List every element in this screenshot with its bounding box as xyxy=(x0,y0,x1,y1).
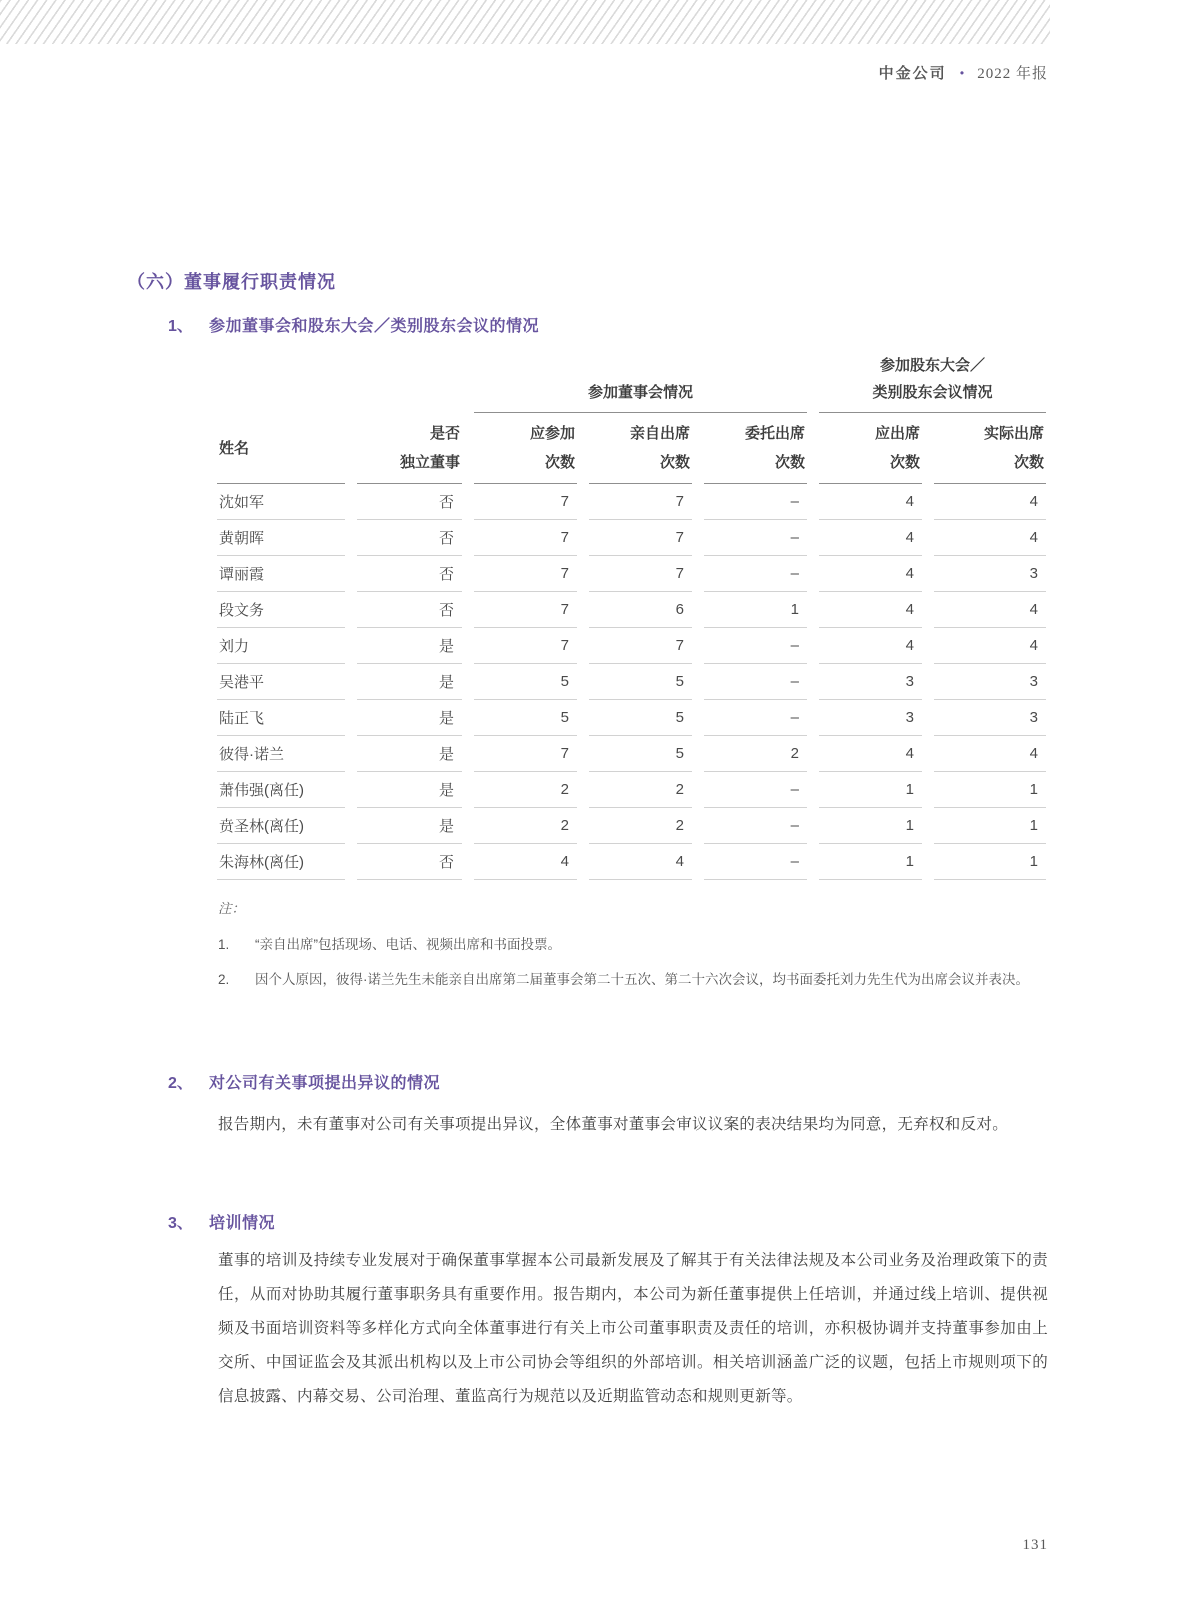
col-header-shareholder-actual-line2: 次数 xyxy=(1013,454,1044,471)
note-item xyxy=(218,968,1048,992)
cell-board-proxy: – xyxy=(704,844,807,880)
section-title: （六）董事履行职责情况 xyxy=(127,272,336,292)
col-header-shareholder-required-line1: 应出席 xyxy=(874,425,920,442)
board-attendance-group-header: 参加董事会情况 xyxy=(474,352,807,413)
column-header-row xyxy=(217,413,1046,484)
col-header-board-in-person-line2: 次数 xyxy=(659,454,690,471)
group-header-spacer xyxy=(217,352,462,413)
shareholder-attendance-group-header xyxy=(819,352,1046,413)
cell-shareholder-required: 4 xyxy=(819,484,922,520)
col-header-independent-line2: 独立董事 xyxy=(399,454,460,471)
cell-shareholder-actual: 3 xyxy=(934,700,1046,736)
col-header-shareholder-actual xyxy=(934,413,1046,484)
cell-shareholder-required: 1 xyxy=(819,808,922,844)
cell-board-required: 7 xyxy=(474,736,577,772)
cell-is-independent: 否 xyxy=(357,844,462,880)
note-number: 2. xyxy=(218,972,230,987)
cell-shareholder-required: 4 xyxy=(819,592,922,628)
cell-board-required: 7 xyxy=(474,628,577,664)
cell-board-in-person: 2 xyxy=(589,772,692,808)
cell-board-required: 7 xyxy=(474,520,577,556)
cell-board-required: 5 xyxy=(474,664,577,700)
cell-shareholder-required: 3 xyxy=(819,700,922,736)
cell-shareholder-actual: 3 xyxy=(934,556,1046,592)
page-number: 131 xyxy=(1022,1537,1048,1553)
cell-board-proxy: – xyxy=(704,520,807,556)
shareholder-group-line2: 类别股东会议情况 xyxy=(872,384,993,401)
cell-director-name: 萧伟强(离任) xyxy=(217,772,345,808)
cell-board-in-person: 5 xyxy=(589,664,692,700)
note-text: 因个人原因，彼得·诺兰先生未能亲自出席第二届董事会第二十五次、第二十六次会议，均书面委托刘力先生代为出席会议并表决。 xyxy=(255,972,1029,987)
cell-is-independent: 否 xyxy=(357,556,462,592)
cell-board-in-person: 7 xyxy=(589,628,692,664)
attendance-table-body xyxy=(217,484,1046,880)
cell-shareholder-actual: 4 xyxy=(934,520,1046,556)
cell-director-name: 刘力 xyxy=(217,628,345,664)
group-header-row xyxy=(217,352,1046,413)
cell-shareholder-required: 1 xyxy=(819,844,922,880)
subsection-3-number: 3、 xyxy=(168,1215,193,1232)
cell-board-proxy: – xyxy=(704,772,807,808)
cell-board-required: 5 xyxy=(474,700,577,736)
cell-is-independent: 是 xyxy=(357,808,462,844)
cell-director-name: 黄朝晖 xyxy=(217,520,345,556)
shareholder-group-line1: 参加股东大会／ xyxy=(879,357,985,374)
top-hatch-decoration xyxy=(0,0,1050,44)
cell-shareholder-actual: 4 xyxy=(934,736,1046,772)
table-row xyxy=(217,520,1046,556)
cell-is-independent: 是 xyxy=(357,700,462,736)
cell-shareholder-required: 4 xyxy=(819,736,922,772)
cell-director-name: 朱海林(离任) xyxy=(217,844,345,880)
subsection-2-title: 对公司有关事项提出异议的情况 xyxy=(209,1075,441,1092)
notes-list xyxy=(218,933,1048,992)
subsection-2-paragraph: 报告期内，未有董事对公司有关事项提出异议，全体董事对董事会审议议案的表决结果均为同意，无弃权和反对。 xyxy=(218,1116,1009,1133)
company-name: 中金公司 xyxy=(878,65,947,82)
subsection-2-number: 2、 xyxy=(168,1075,193,1092)
cell-shareholder-required: 4 xyxy=(819,520,922,556)
col-header-independent xyxy=(357,413,462,484)
cell-is-independent: 是 xyxy=(357,772,462,808)
cell-shareholder-required: 4 xyxy=(819,628,922,664)
cell-board-required: 7 xyxy=(474,592,577,628)
cell-board-required: 7 xyxy=(474,556,577,592)
col-header-independent-line1: 是否 xyxy=(429,425,460,442)
cell-director-name: 谭丽霞 xyxy=(217,556,345,592)
cell-shareholder-actual: 1 xyxy=(934,772,1046,808)
cell-board-proxy: – xyxy=(704,664,807,700)
cell-board-proxy: 2 xyxy=(704,736,807,772)
table-row xyxy=(217,772,1046,808)
subsection-3-heading xyxy=(168,1210,275,1233)
cell-board-in-person: 7 xyxy=(589,556,692,592)
cell-board-in-person: 5 xyxy=(589,736,692,772)
cell-board-in-person: 7 xyxy=(589,484,692,520)
cell-shareholder-actual: 4 xyxy=(934,484,1046,520)
notes-label: 注： xyxy=(218,901,245,916)
cell-is-independent: 否 xyxy=(357,592,462,628)
running-header xyxy=(879,62,1048,83)
cell-director-name: 沈如军 xyxy=(217,484,345,520)
cell-director-name: 彼得·诺兰 xyxy=(217,736,345,772)
col-header-board-required-line1: 应参加 xyxy=(529,425,575,442)
cell-board-in-person: 6 xyxy=(589,592,692,628)
table-row xyxy=(217,808,1046,844)
table-row xyxy=(217,736,1046,772)
cell-shareholder-actual: 4 xyxy=(934,592,1046,628)
subsection-1-title: 参加董事会和股东大会／类别股东会议的情况 xyxy=(209,318,540,335)
cell-shareholder-required: 3 xyxy=(819,664,922,700)
note-item xyxy=(218,933,1048,957)
cell-board-proxy: – xyxy=(704,628,807,664)
cell-board-required: 2 xyxy=(474,772,577,808)
table-row xyxy=(217,844,1046,880)
table-row xyxy=(217,592,1046,628)
cell-director-name: 陆正飞 xyxy=(217,700,345,736)
cell-shareholder-actual: 1 xyxy=(934,844,1046,880)
cell-board-required: 2 xyxy=(474,808,577,844)
cell-shareholder-required: 4 xyxy=(819,556,922,592)
cell-director-name: 段文务 xyxy=(217,592,345,628)
table-row xyxy=(217,700,1046,736)
cell-board-in-person: 4 xyxy=(589,844,692,880)
col-header-shareholder-required-line2: 次数 xyxy=(889,454,920,471)
cell-is-independent: 否 xyxy=(357,484,462,520)
col-header-board-proxy-line2: 次数 xyxy=(774,454,805,471)
cell-is-independent: 是 xyxy=(357,628,462,664)
col-header-board-required xyxy=(474,413,577,484)
table-row xyxy=(217,556,1046,592)
report-edition: 2022 年报 xyxy=(977,66,1048,82)
col-header-shareholder-actual-line1: 实际出席 xyxy=(983,425,1044,442)
cell-is-independent: 是 xyxy=(357,736,462,772)
cell-board-required: 4 xyxy=(474,844,577,880)
subsection-1-heading xyxy=(168,313,539,336)
cell-shareholder-actual: 4 xyxy=(934,628,1046,664)
cell-is-independent: 是 xyxy=(357,664,462,700)
cell-board-proxy: 1 xyxy=(704,592,807,628)
col-header-board-proxy-line1: 委托出席 xyxy=(744,425,805,442)
col-header-board-in-person-line1: 亲自出席 xyxy=(629,425,690,442)
cell-is-independent: 否 xyxy=(357,520,462,556)
cell-board-required: 7 xyxy=(474,484,577,520)
cell-shareholder-actual: 3 xyxy=(934,664,1046,700)
col-header-board-required-line2: 次数 xyxy=(544,454,575,471)
notes-section xyxy=(218,897,1048,1003)
attendance-table xyxy=(217,352,1058,880)
cell-shareholder-required: 1 xyxy=(819,772,922,808)
cell-board-proxy: – xyxy=(704,808,807,844)
note-number: 1. xyxy=(218,937,230,952)
table-row xyxy=(217,664,1046,700)
cell-board-proxy: – xyxy=(704,700,807,736)
cell-director-name: 吴港平 xyxy=(217,664,345,700)
col-header-board-proxy xyxy=(704,413,807,484)
note-text: “亲自出席”包括现场、电话、视频出席和书面投票。 xyxy=(255,937,561,952)
cell-board-in-person: 2 xyxy=(589,808,692,844)
table-row xyxy=(217,484,1046,520)
subsection-3-paragraph: 董事的培训及持续专业发展对于确保董事掌握本公司最新发展及了解其于有关法律法规及本公司业务及治理政策下的责任，从而对协助其履行董事职务具有重要作用。报告期内，本公司为新任董事提供上任培训，并通过线上培训、提供视频及书面培训资料等多样化方式向全体董事进行有关上市公司董事职责及责任的培训，亦积极协调并支持董事参加由上交所、中国证监会及其派出机构以及上市公司协会等组织的外部培训。相关培训涵盖广泛的议题，包括上市规则项下的信息披露、内幕交易、公司治理、董监高行为规范以及近期监管动态和规则更新等。 xyxy=(218,1252,1048,1405)
col-header-board-in-person xyxy=(589,413,692,484)
col-header-shareholder-required xyxy=(819,413,922,484)
header-bullet-icon: • xyxy=(959,66,965,80)
cell-board-in-person: 7 xyxy=(589,520,692,556)
subsection-3-title: 培训情况 xyxy=(209,1215,276,1232)
subsection-1-number: 1、 xyxy=(168,318,193,335)
cell-shareholder-actual: 1 xyxy=(934,808,1046,844)
cell-board-in-person: 5 xyxy=(589,700,692,736)
cell-director-name: 贲圣林(离任) xyxy=(217,808,345,844)
cell-board-proxy: – xyxy=(704,484,807,520)
subsection-2-heading xyxy=(168,1070,440,1093)
table-row xyxy=(217,628,1046,664)
col-header-name: 姓名 xyxy=(217,413,345,484)
cell-board-proxy: – xyxy=(704,556,807,592)
